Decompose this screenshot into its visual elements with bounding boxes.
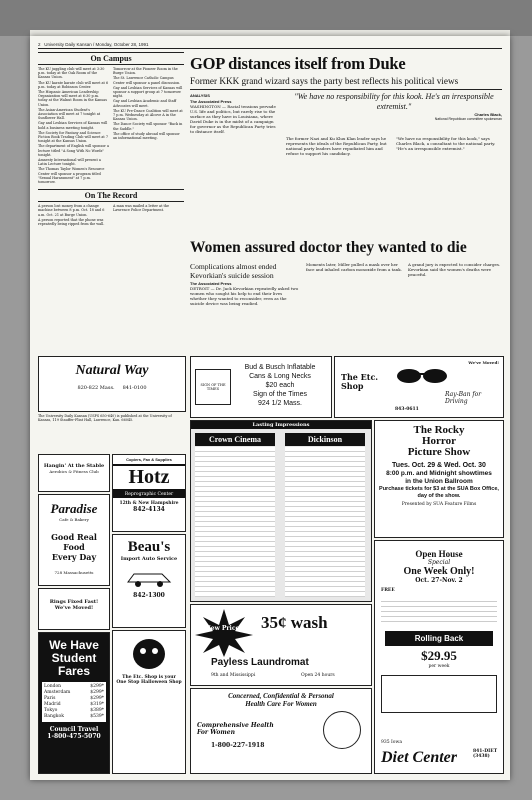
quote-attribution: Charles Black,: [474, 112, 502, 117]
diet-dates: Oct. 27-Nov. 2: [415, 577, 463, 584]
list-item: Gay and Lesbian Academic and Staff Advocates will meet.: [113, 99, 177, 108]
health-line3: Comprehensive Health: [197, 722, 274, 729]
list-item: Amnesty International will present a Latin Lecture tonight.: [38, 158, 101, 167]
hotz-top: Copiers, Fax & Supplies: [126, 457, 172, 462]
natural-way-address: [39, 385, 185, 391]
rocky-place: in the Union Ballroom: [405, 478, 473, 485]
on-record-col2: [113, 204, 184, 227]
paradise-line1: Good Real Food: [51, 532, 97, 552]
bud-busch-text: [233, 363, 327, 408]
list-item: Gay and Lesbian Services of Kansas will hold a business meeting tonight.: [38, 121, 108, 130]
crown-cinema-header: Crown Cinema: [195, 433, 275, 446]
main-story-col2: The former Nazi and Ku Klux Klan leader says he represents the ideals of the Republican Party, but national party leaders have repudiated him and refuse to support his candidacy.: [286, 136, 387, 156]
moved-badge: We've Moved!: [468, 360, 499, 365]
rocky-title: [375, 425, 503, 458]
fare-price: $299*: [90, 690, 104, 695]
beaus-phone: 842-1300: [133, 592, 165, 599]
diet-addr: 935 Iowa: [381, 740, 403, 745]
mask-icon: [129, 637, 169, 671]
bud-busch-ad: [190, 356, 332, 418]
stable-label: Hangin' At the Stable: [43, 463, 105, 469]
quote-text: "We have no responsibility for this kook. He's an irresponsible extremist.": [294, 92, 494, 111]
rocky-dates: Tues. Oct. 29 & Wed. Oct. 30: [392, 462, 486, 469]
fare-city: Madrid: [44, 702, 61, 707]
diet-center-ad: [374, 540, 504, 774]
health-line2: Health Care For Women: [245, 700, 317, 708]
hotz-logo: Hotz: [113, 464, 185, 491]
paradise-ad: [38, 494, 110, 586]
rings-ad: [38, 588, 110, 630]
etc2-line2: One Stop Halloween Shop: [116, 680, 182, 685]
pull-quote: [286, 92, 502, 121]
stable-ad: [38, 454, 110, 492]
list-item: The Thomas Taylor Women's Resource Center will sponsor a program titled "Sexual Harassment" at 7 p.m. tomorrow.: [38, 167, 105, 185]
main-subhead: Former KKK grand wizard says the party best reflects his political views: [190, 76, 459, 86]
fare-price: $299*: [90, 684, 104, 689]
dickinson-header: Dickinson: [285, 433, 365, 446]
second-byline: The Associated Press: [190, 281, 232, 286]
diet-rolling: Rolling Back: [385, 631, 493, 646]
ad-line: Cans & Long Necks: [249, 373, 311, 380]
fare-price: $389*: [90, 708, 104, 713]
list-item: The office of study abroad will sponsor an informational meeting.: [113, 131, 180, 141]
hotz-mid: Reprographic Center: [113, 491, 185, 498]
on-record-title: On The Record: [38, 189, 184, 202]
natural-way-addr: 820-822 Mass.: [77, 385, 115, 391]
rocky-line: Horror: [421, 435, 456, 447]
fare-city: Bangkok: [44, 714, 64, 719]
list-item: A person reported that the phone was repeatedly being ripped from the wall.: [38, 217, 105, 227]
list-item: Tomorrow at the Pioneer Room in the Burge Union.: [113, 67, 178, 76]
on-campus-section: [38, 50, 184, 227]
ad-line: Bud & Busch Inflatable: [244, 364, 316, 371]
health-phone: 1-800-227-1918: [211, 742, 265, 749]
diet-free: FREE: [381, 588, 395, 593]
fare-city: Amsterdam: [44, 690, 71, 695]
diet-special: Special: [427, 559, 451, 566]
paradise-sub: Cafe & Bakery: [59, 517, 89, 522]
list-item: The Dance Society will sponsor "Back in the Saddle.": [113, 122, 183, 131]
paper-dateline: University Daily Kansan / Monday, October 28, 1991: [44, 42, 149, 47]
second-story-col2: Moments later, Miller pulled a mask over her face and inhaled carbon monoxide from a tank.: [306, 262, 402, 272]
byline: The Associated Press: [190, 99, 232, 104]
kicker: ANALYSIS: [190, 93, 210, 98]
dickinson-showtimes: [285, 447, 365, 597]
list-item: The department of English will sponsor a lecture titled "A Song With No Words" tonight.: [38, 144, 109, 157]
diet-price: $29.95: [421, 648, 457, 663]
rocky-tickets: Purchase tickets for $3 at the SUA Box Office, day of the show.: [379, 486, 499, 499]
main-headline: GOP distances itself from Duke: [190, 54, 406, 73]
fare-price: $539*: [90, 714, 104, 719]
subhead-rule: [190, 89, 502, 90]
second-story-col3: A grand jury is expected to consider charges. Kevorkian said the women's deaths were peaceful.: [408, 262, 501, 277]
rayban-tagline: Ray-Ban for Driving: [445, 391, 482, 405]
natural-way-logo: Natural Way: [75, 363, 149, 378]
diet-list: [381, 597, 497, 625]
diet-week: One Week Only!: [403, 566, 475, 577]
second-story-col1: [190, 262, 300, 306]
diet-open: Open House: [415, 549, 463, 559]
crown-showtimes: [195, 447, 275, 597]
rocky-horror-ad: [374, 420, 504, 538]
health-line1: Concerned, Confidential & Personal: [228, 692, 334, 700]
on-campus-col1: [38, 67, 109, 185]
movie-listings: [190, 420, 372, 602]
fares-line: Student: [51, 651, 97, 665]
laundromat-name: Payless Laundromat: [211, 657, 309, 668]
natural-way-ad: [38, 356, 186, 412]
list-item: The KU juggling club will meet at 3:30 p.m. today at the Oak Room of the Kansas Union.: [38, 67, 105, 80]
starburst-icon: [195, 609, 253, 657]
health-ad: [190, 688, 372, 774]
folio: 2: [38, 42, 41, 47]
on-record-col1: [38, 204, 109, 227]
rocky-sponsor: Presented by SUA Feature Films: [401, 502, 477, 507]
laundromat-hours: Open 24 hours: [301, 673, 335, 678]
fare-price: $319*: [90, 702, 104, 707]
diet-phone: 841-DIET (3438): [473, 749, 498, 759]
list-item: The KU Pre-Dance Coalition will meet at 7 p.m. Wednesday at Alcove A in the Kansas Union.: [113, 108, 183, 122]
header-rule: [38, 48, 502, 49]
second-headline: Women assured doctor they wanted to die: [190, 239, 467, 256]
list-item: The Asian-American Student's Association will meet at 7 tonight at Sunflower Hall.: [38, 107, 101, 121]
ad-line: $20 each: [265, 382, 295, 389]
diet-map: [381, 675, 497, 713]
fare-city: London: [44, 684, 62, 689]
paradise-logo: Paradise: [50, 501, 98, 516]
stable-sub: Aerobics & Fitness Club: [49, 469, 99, 474]
sunglasses-icon: [395, 367, 449, 385]
laundromat-ad: [190, 604, 372, 686]
etc-shop-phone: 843-0611: [395, 407, 419, 412]
list-item: The KU karate karate club will meet at 6 p.m. today at Robinson Center.: [38, 80, 109, 89]
main-story-col3: "We have no responsibility for this kook," says Charles Black, a consultant to the national party. "He's an irresponsible extremist.": [396, 136, 496, 151]
masthead-text: The University Daily Kansan (USPS 650-640) is published at the University of Kansas, 119 Stauffer-Flint Hall, Lawrence, Kan. 66045.: [38, 414, 172, 423]
council-phone: 1-800-475-5070: [47, 733, 101, 740]
fares-line: Fares: [57, 664, 91, 678]
wash-price: 35¢ wash: [261, 613, 328, 632]
beaus-sub: Import Auto Service: [120, 556, 178, 562]
fare-city: Tokyo: [44, 708, 58, 713]
diet-per: per week: [428, 664, 450, 669]
rings-line2: We've Moved!: [54, 605, 94, 611]
quote-attribution-title: National Republican committee spokesman: [434, 117, 502, 121]
council-brand: Council Travel: [49, 726, 99, 733]
fare-city: Paris: [44, 696, 56, 701]
rocky-line: Picture Show: [407, 446, 471, 458]
second-subhead: Complications almost ended Kevorkian's suicide session: [190, 262, 277, 280]
etc-halloween-ad: [112, 630, 186, 774]
story-body: DETROIT — Dr. Jack Kevorkian repeatedly asked two women who sought his help to end their lives whether they wanted to reconsider, even as the suicide device was being readied.: [190, 286, 299, 306]
list-item: The Society for Fantasy and Science Fiction Book Trading Club will meet at 7 tonight at the Kansas Union.: [38, 130, 109, 144]
car-icon: [124, 568, 174, 588]
paradise-addr: 728 Massachusetts: [54, 570, 94, 575]
hotz-phone: 842-4134: [133, 506, 165, 513]
beaus-ad: [112, 534, 186, 628]
listings-title: Lasting Impressions: [191, 421, 371, 429]
sign-of-times-logo: SIGN OF THE TIMES: [195, 369, 231, 405]
laundromat-addr: 9th and Mississippi: [211, 673, 256, 678]
hotz-ad: [112, 454, 186, 532]
ad-line: Sign of the Times: [252, 391, 308, 398]
beaus-logo: Beau's: [127, 539, 171, 555]
on-campus-col2: [113, 67, 184, 185]
fares-table: [42, 682, 106, 722]
list-item: Gay and Lesbian Services of Kansas will sponsor a support group at 7 tomorrow night.: [113, 85, 183, 99]
list-item: The St. Lawrence Catholic Campus Center will sponsor a panel discussion.: [113, 76, 181, 85]
rings-line1: Rings Fixed Fast!: [49, 599, 99, 605]
fares-headline: [39, 639, 109, 678]
health-line4: For Women: [197, 729, 235, 736]
burst-text: New Prices: [205, 625, 243, 632]
story-body: WASHINGTON — Racial tensions pervade U.S. life and politics, but rarely rise to the surface as they have in Louisiana, where David Duke is in the midst of a campaign for governor as the Republican Party tries to distance itself.: [190, 104, 276, 134]
fares-line: We Have: [49, 638, 99, 652]
newspaper-page: [30, 36, 510, 780]
hotz-addr: 12th & New Hampshire: [119, 501, 179, 506]
rocky-time: 8:00 p.m. and Midnight showtimes: [386, 470, 492, 477]
ad-line: 924 1/2 Mass.: [258, 400, 302, 407]
on-campus-title: On Campus: [38, 52, 184, 65]
main-story-col1: [190, 92, 280, 134]
diet-logo: Diet Center: [381, 749, 457, 766]
etc2-line1: The Etc. Shop is your: [122, 675, 176, 680]
page-header: [38, 42, 502, 47]
etc-shop-ad: [334, 356, 504, 418]
list-item: The Hispanic American Leadership Organization will meet at 6:30 p.m. today at the Walnut Room in the Kansas Union.: [38, 90, 107, 107]
student-fares-ad: [38, 632, 110, 774]
etc-shop-logo: The Etc. Shop: [341, 372, 379, 391]
health-logo: [323, 711, 361, 749]
paradise-line2: Every Day: [51, 552, 97, 562]
fare-price: $299*: [90, 696, 104, 701]
rocky-line: The Rocky: [413, 424, 465, 436]
fare-row: [44, 714, 104, 720]
list-item: A man was mailed a letter at the Lawrence Police Department.: [113, 204, 170, 213]
list-item: A person lost money from a change machine between 8 p.m. Oct. 18 and 6 a.m. Oct. 21 at Burge Union.: [38, 204, 105, 217]
natural-way-phone: 841-0100: [122, 385, 147, 391]
